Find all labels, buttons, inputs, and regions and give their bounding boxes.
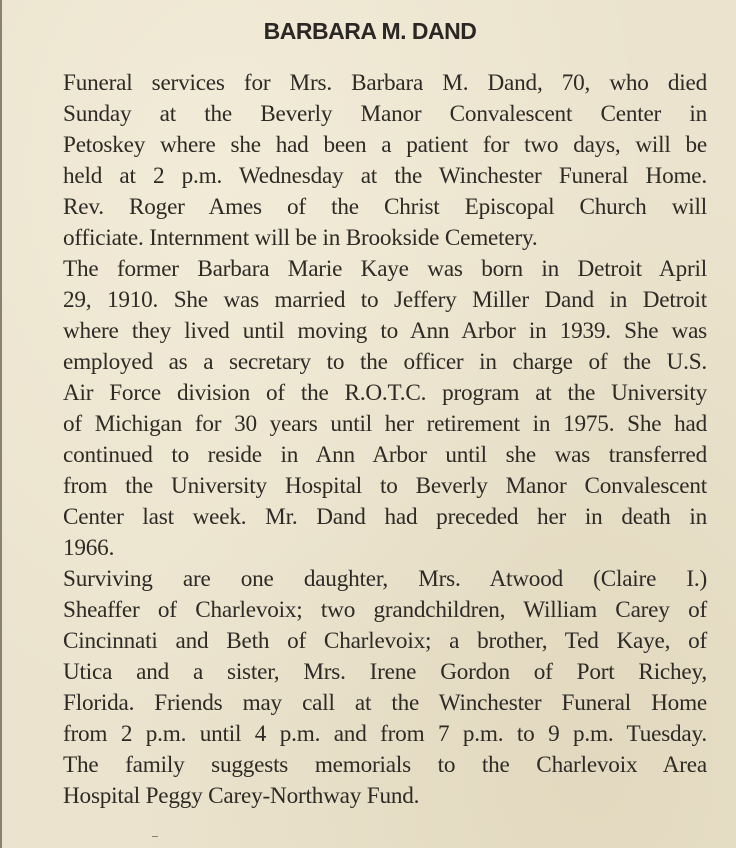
text-line: employed as a secretary to the officer in charge of the U.S. xyxy=(63,349,707,375)
text-line: Center last week. Mr. Dand had preceded her in death in xyxy=(63,504,707,530)
text-line: officiate. Internment will be in Brookside Cemetery. xyxy=(63,225,538,251)
text-line: Petoskey where she had been a patient for two days, will be xyxy=(63,132,707,158)
text-line: Florida. Friends may call at the Winchester Funeral Home xyxy=(63,690,707,716)
text-line: from 2 p.m. until 4 p.m. and from 7 p.m. to 9 p.m. Tuesday. xyxy=(63,721,707,747)
text-line: Utica and a sister, Mrs. Irene Gordon of Port Richey, xyxy=(63,659,707,685)
text-line: Rev. Roger Ames of the Christ Episcopal Church will xyxy=(63,194,707,220)
obituary-headline: BARBARA M. DAND xyxy=(263,18,477,44)
text-line: Surviving are one daughter, Mrs. Atwood (Claire I.) xyxy=(63,566,707,592)
obituary-body xyxy=(39,68,707,812)
text-line: where they lived until moving to Ann Arbor in 1939. She was xyxy=(63,318,707,344)
paragraph-funeral-services xyxy=(39,68,707,254)
text-line: The family suggests memorials to the Charlevoix Area xyxy=(63,752,707,778)
text-line: Hospital Peggy Carey-Northway Fund. xyxy=(63,783,420,809)
text-line: from the University Hospital to Beverly Manor Convalescent xyxy=(63,473,707,499)
text-line: continued to reside in Ann Arbor until she was transferred xyxy=(63,442,707,468)
text-line: held at 2 p.m. Wednesday at the Winchester Funeral Home. xyxy=(63,163,707,189)
text-line: Air Force division of the R.O.T.C. program at the University xyxy=(63,380,707,406)
paragraph-survivors xyxy=(39,564,707,812)
text-line: Sunday at the Beverly Manor Convalescent Center in xyxy=(63,101,707,127)
paragraph-biography xyxy=(39,254,707,564)
text-line: Cincinnati and Beth of Charlevoix; a brother, Ted Kaye, of xyxy=(63,628,707,654)
text-line: 1966. xyxy=(63,535,115,561)
text-line: The former Barbara Marie Kaye was born in Detroit April xyxy=(63,256,707,282)
text-line: of Michigan for 30 years until her retirement in 1975. She had xyxy=(63,411,707,437)
text-line: Funeral services for Mrs. Barbara M. Dand, 70, who died xyxy=(63,70,707,96)
scan-mark xyxy=(152,836,158,837)
text-line: 29, 1910. She was married to Jeffery Miller Dand in Detroit xyxy=(63,287,707,313)
text-line: Sheaffer of Charlevoix; two grandchildren, William Carey of xyxy=(63,597,707,623)
